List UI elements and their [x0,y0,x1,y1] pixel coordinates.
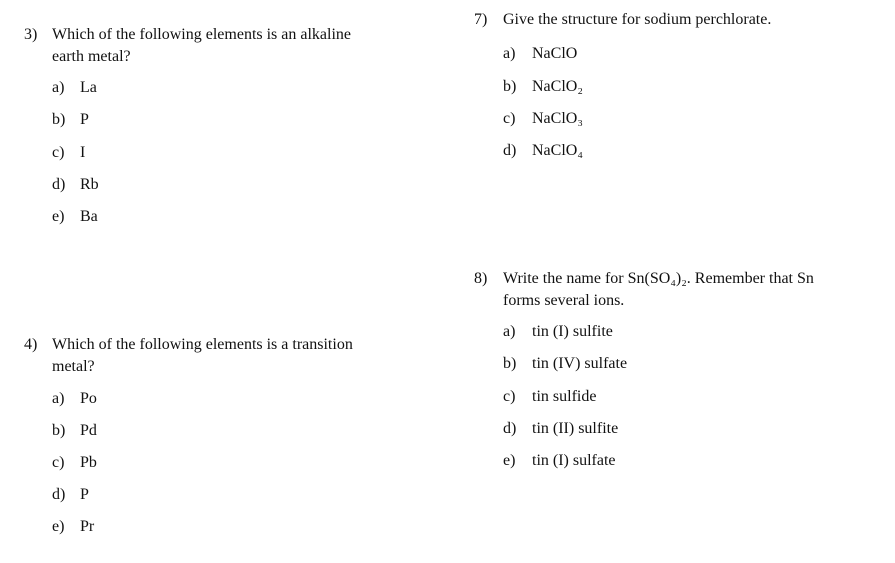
option-text: Ba [80,208,98,225]
option-text: P [80,111,89,128]
option-text: NaClO₄ [532,142,583,159]
question-text: Which of the following elements is a transition [52,336,353,353]
question-text: metal? [52,358,95,375]
option-letter: a) [52,390,65,407]
option-text: Pr [80,518,95,535]
option-letter: c) [52,454,65,471]
question-text: earth metal? [52,48,131,65]
option-text: tin (I) sulfite [532,323,613,340]
option-letter: e) [503,452,516,469]
option-text: P [80,486,89,503]
option-letter: e) [52,518,65,535]
option-text: tin (I) sulfate [532,452,616,469]
option-letter: c) [503,110,516,127]
option-text: I [80,144,86,161]
option-text: tin (IV) sulfate [532,355,628,372]
option-text: tin sulfide [532,388,597,405]
option-letter: e) [52,208,65,225]
option-letter: c) [52,144,65,161]
question-text: forms several ions. [503,292,625,309]
option-letter: b) [52,111,66,128]
question-number: 7) [474,11,488,28]
option-text: tin (II) sulfite [532,420,619,437]
option-text: NaClO [532,45,578,62]
option-text: NaClO₂ [532,78,583,95]
option-letter: c) [503,388,516,405]
option-letter: b) [52,422,66,439]
option-text: Rb [80,176,99,193]
option-letter: d) [52,486,66,503]
option-letter: d) [52,176,66,193]
option-letter: b) [503,355,517,372]
question-number: 3) [24,26,38,43]
option-letter: a) [52,79,65,96]
option-letter: a) [503,45,516,62]
option-text: NaClO₃ [532,110,583,127]
option-letter: d) [503,142,517,159]
option-letter: a) [503,323,516,340]
option-letter: d) [503,420,517,437]
option-text: Pb [80,454,97,471]
option-text: Pd [80,422,97,439]
question-number: 4) [24,336,38,353]
question-text: Which of the following elements is an alkaline [52,26,352,43]
option-letter: b) [503,78,517,95]
question-text: Write the name for Sn(SO₄)₂. Remember that Sn [503,270,814,287]
question-number: 8) [474,270,488,287]
question-text: Give the structure for sodium perchlorate. [503,11,772,28]
option-text: La [80,79,97,96]
option-text: Po [80,390,97,407]
